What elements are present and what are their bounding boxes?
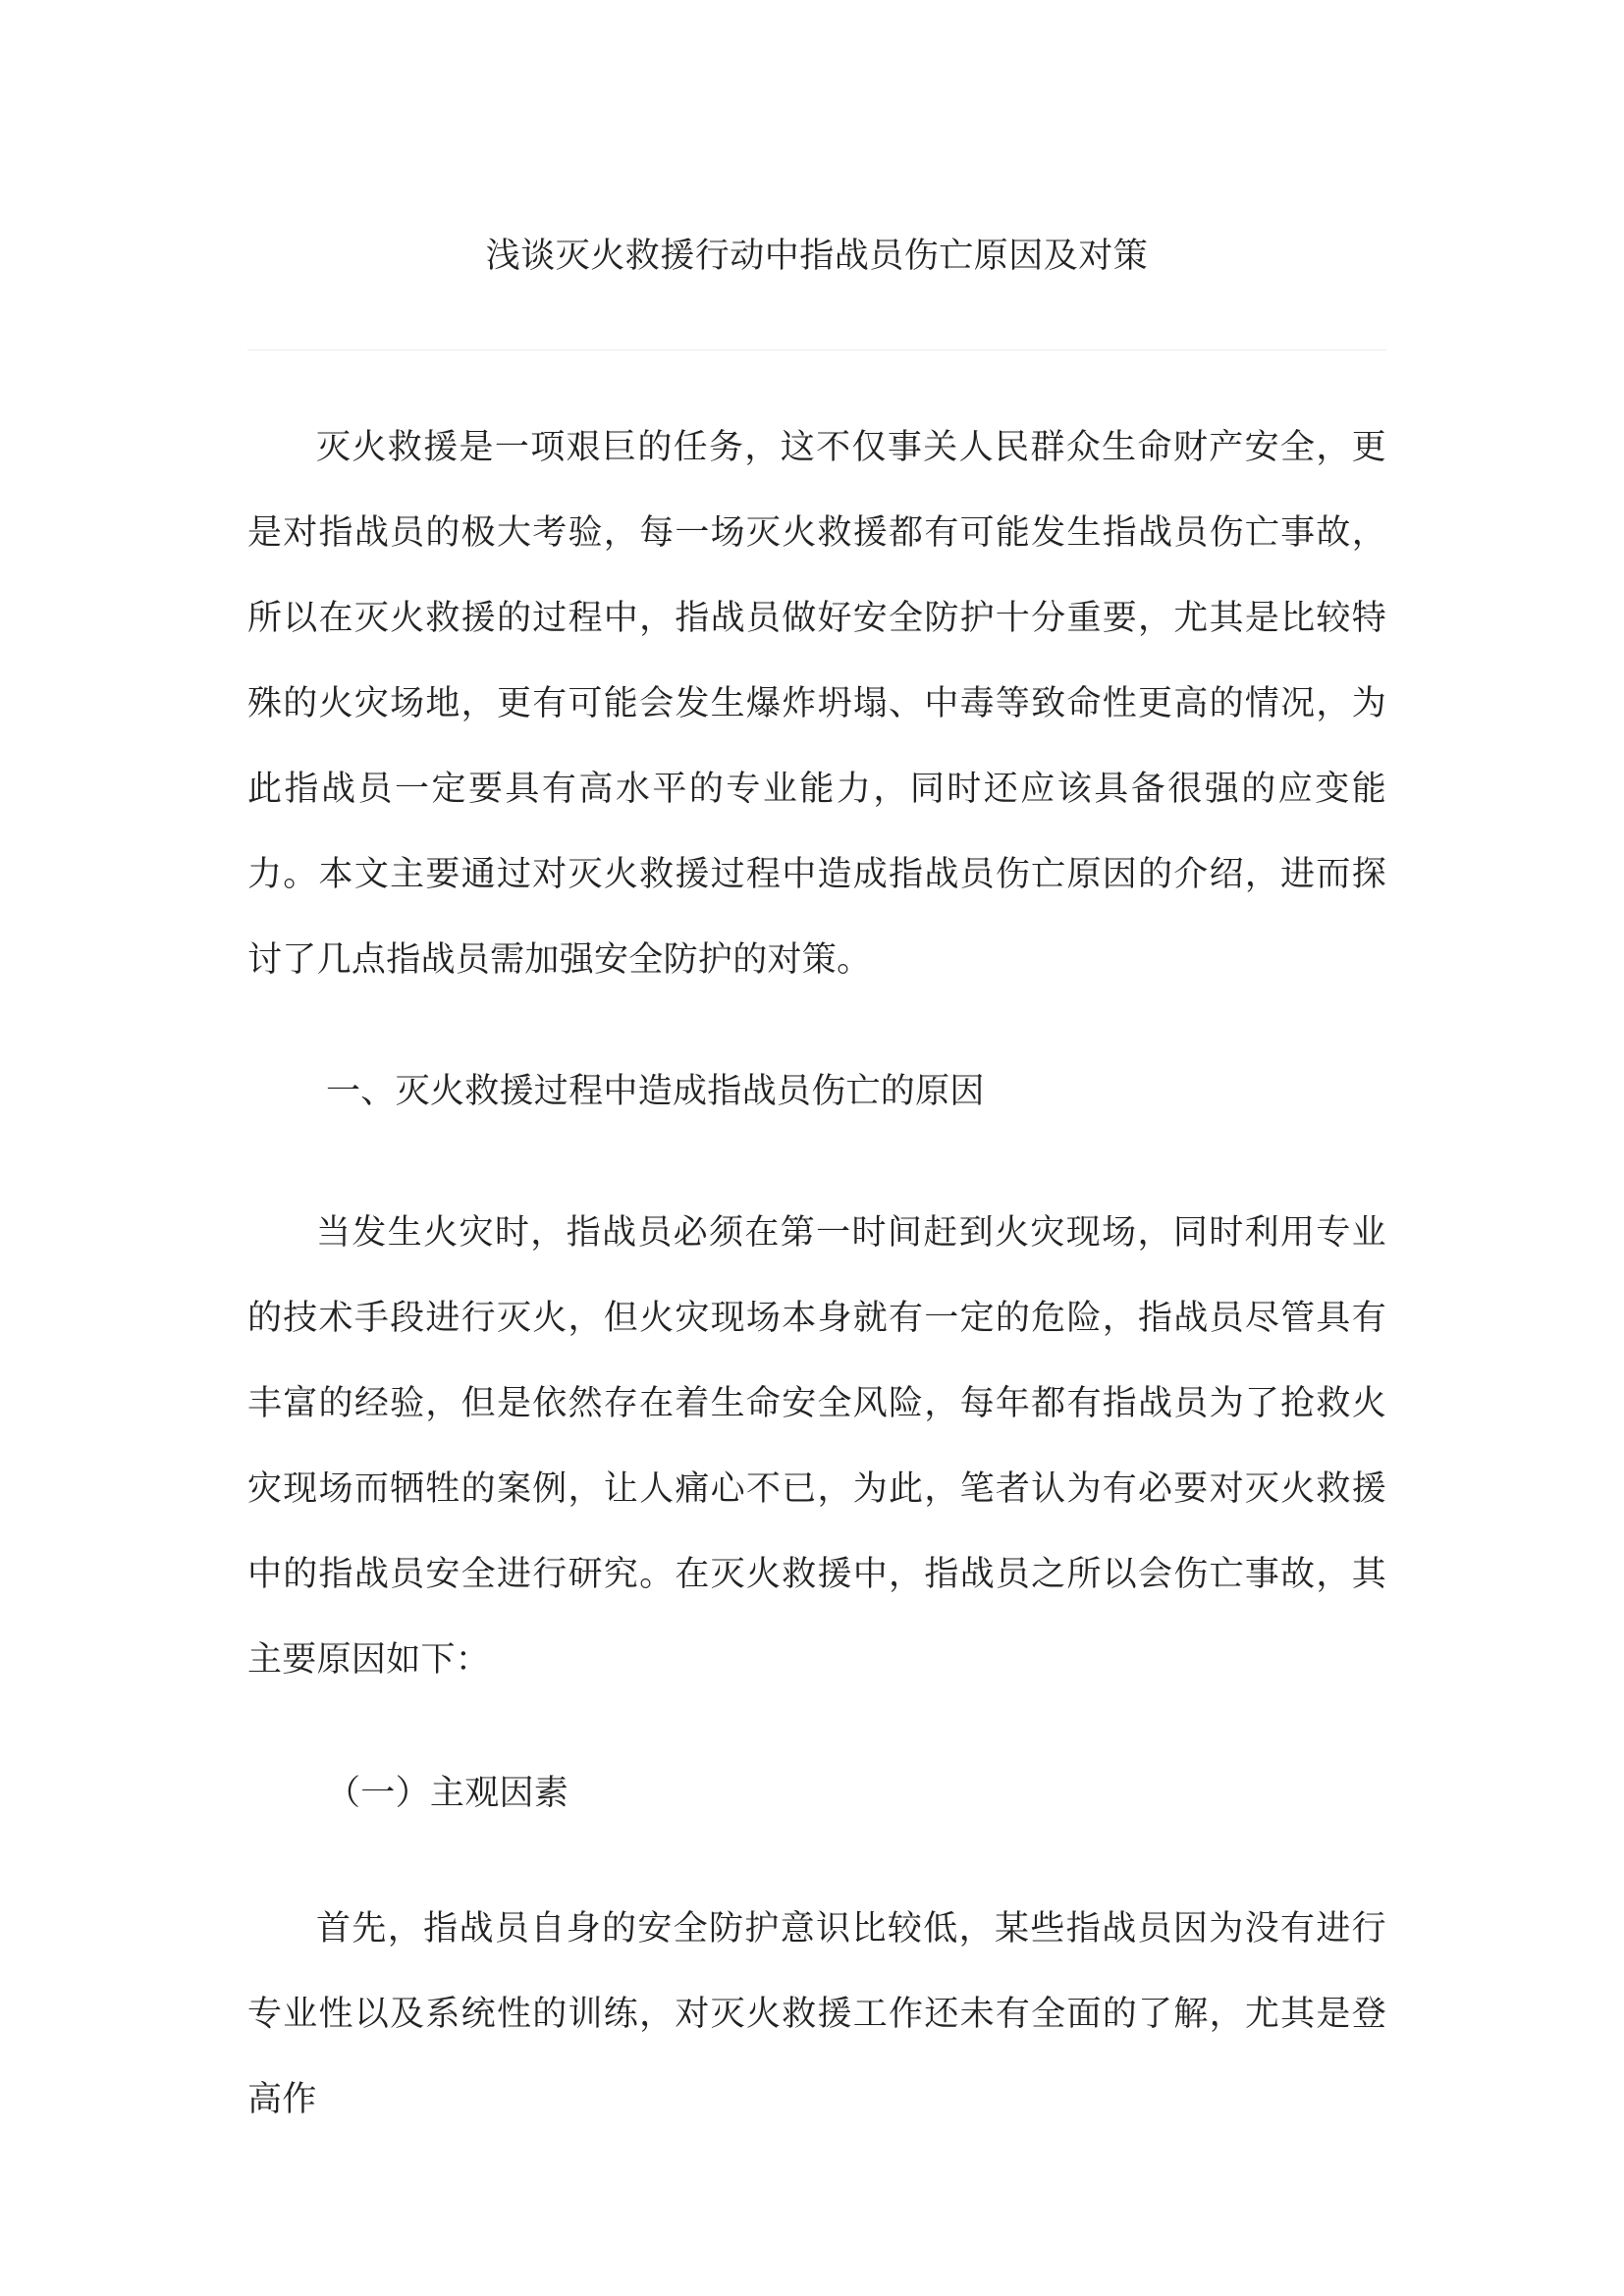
intro-paragraph: 灭火救援是一项艰巨的任务，这不仅事关人民群众生命财产安全，更是对指战员的极大考验，每一场灭火救援都有可能发生指战员伤亡事故，所以在灭火救援的过程中，指战员做好安全防护十分重要，尤其是比较特殊的火灾场地，更有可能会发生爆炸坍塌、中毒等致命性更高的情况，为此指战员一定要具有高水平的专业能力，同时还应该具备很强的应变能力。本文主要通过对灭火救援过程中造成指战员伤亡原因的介绍，进而探讨了几点指战员需加强安全防护的对策。 xyxy=(247,428,1386,980)
document-title: 浅谈灭火救援行动中指战员伤亡原因及对策 xyxy=(485,237,1149,276)
section-heading-causes: 一、灭火救援过程中造成指战员伤亡的原因 xyxy=(326,1072,985,1111)
section-causes-paragraph: 当发生火灾时，指战员必须在第一时间赶到火灾现场，同时利用专业的技术手段进行灭火，但火灾现场本身就有一定的危险，指战员尽管具有丰富的经验，但是依然存在着生命安全风险，每年都有指战员为了抢救火灾现场而牺牲的案例，让人痛心不已，为此，笔者认为有必要对灭火救援中的指战员安全进行研究。在灭火救援中，指战员之所以会伤亡事故，其主要原因如下： xyxy=(247,1213,1386,1680)
subsection-subjective-paragraph: 首先，指战员自身的安全防护意识比较低，某些指战员因为没有进行专业性以及系统性的训练，对灭火救援工作还未有全面的了解，尤其是登高作 xyxy=(247,1909,1386,2119)
subsection-heading-subjective: （一）主观因素 xyxy=(326,1774,569,1813)
title-divider xyxy=(247,349,1386,350)
